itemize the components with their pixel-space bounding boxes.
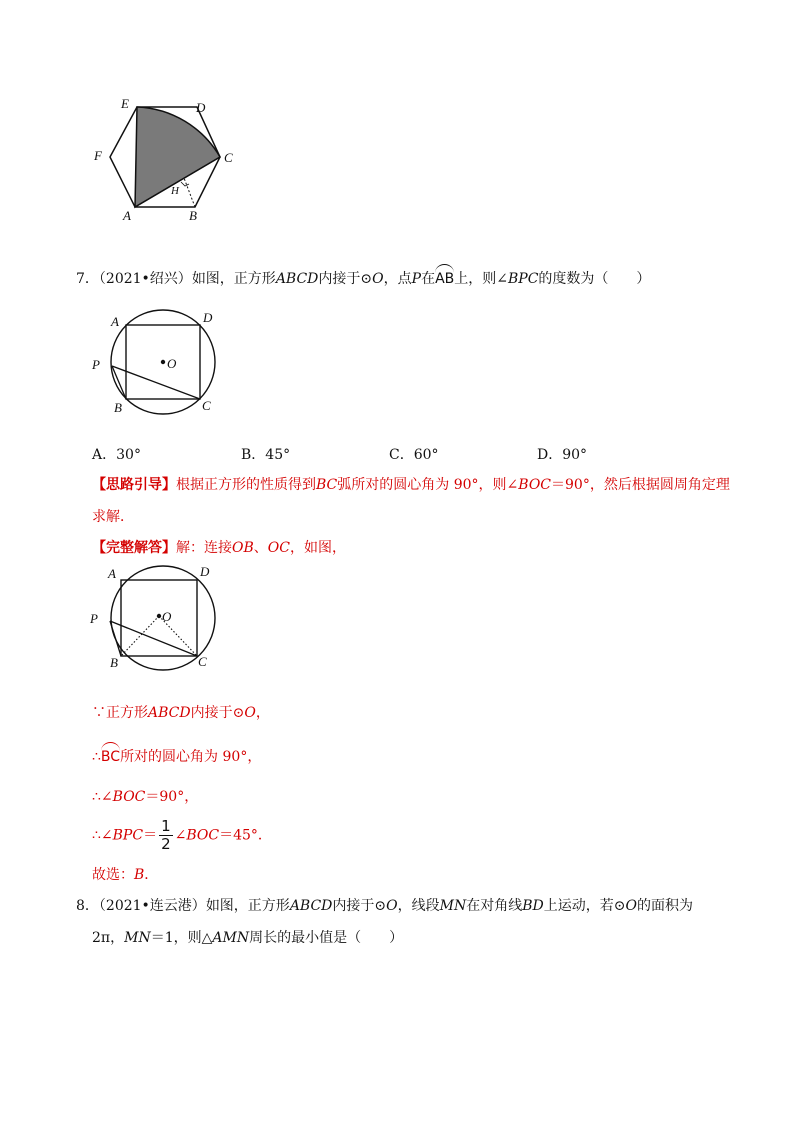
option-letter: C． bbox=[389, 447, 414, 463]
label-o: O bbox=[162, 609, 172, 624]
label-h: H bbox=[171, 185, 179, 197]
option-letter: B． bbox=[241, 447, 266, 463]
q8-o: O bbox=[386, 898, 398, 914]
step-text: ∴ bbox=[92, 749, 101, 765]
fraction-one-half bbox=[159, 818, 173, 853]
hint-boc: BOC bbox=[518, 477, 552, 493]
q8-number: 8． bbox=[76, 898, 99, 914]
q7-text: 在 bbox=[421, 271, 436, 287]
step-text: ＝90°， bbox=[145, 789, 199, 805]
q8-text: 在对角线 bbox=[466, 898, 523, 914]
step-text: ＝ bbox=[143, 827, 158, 844]
q8-text: 上运动，若⊙ bbox=[543, 898, 626, 914]
step-boc: BOC bbox=[112, 789, 146, 805]
label-p: P bbox=[92, 357, 100, 372]
hint-text: ＝90°，然后根据圆周角定理 bbox=[551, 477, 730, 493]
label-o: O bbox=[167, 356, 177, 371]
dashed-bh bbox=[184, 178, 195, 207]
hint-bc: BC bbox=[316, 477, 338, 493]
center-o bbox=[157, 614, 161, 618]
q8-source: （2021•连云港） bbox=[98, 898, 206, 914]
label-p: P bbox=[90, 611, 98, 626]
hint-tag: 【思路引导】 bbox=[92, 477, 176, 493]
option-letter: D． bbox=[537, 447, 563, 463]
solution-tag: 【完整解答】 bbox=[92, 540, 176, 556]
q7-option-a[interactable] bbox=[92, 444, 141, 464]
q8-text: 内接于⊙ bbox=[332, 898, 387, 914]
solution-answer bbox=[92, 864, 158, 884]
solution-ob: OB bbox=[232, 540, 254, 556]
step-text: 内接于⊙ bbox=[190, 705, 245, 721]
step-text: ＝45°． bbox=[219, 827, 272, 844]
label-d: D bbox=[203, 310, 213, 325]
q7-o: O bbox=[372, 271, 384, 287]
q8-abcd: ABCD bbox=[289, 898, 333, 914]
segment-pb bbox=[110, 621, 121, 656]
option-value: 90° bbox=[562, 447, 588, 463]
label-a: A bbox=[123, 208, 131, 222]
q7-abcd: ABCD bbox=[275, 271, 319, 287]
step-abcd: ABCD bbox=[148, 705, 191, 721]
step-text: 所对的圆心角为 90°， bbox=[120, 749, 262, 765]
hint-text: 根据正方形的性质得到 bbox=[176, 477, 316, 493]
solution-step-4 bbox=[92, 818, 272, 853]
hint-text: 弧所对的圆心角为 90°，则∠ bbox=[337, 477, 519, 493]
step-text: ∴∠ bbox=[92, 789, 113, 805]
label-c: C bbox=[198, 654, 207, 669]
q7-stem bbox=[76, 268, 650, 288]
label-d: D bbox=[196, 100, 206, 115]
right-angle-mark bbox=[181, 182, 189, 186]
q8-stem-line2 bbox=[92, 927, 403, 947]
step-o: O bbox=[244, 705, 256, 721]
q7-text: ，点 bbox=[383, 271, 412, 287]
step-text: ∴∠ bbox=[92, 827, 113, 844]
q8-text: 2π， bbox=[92, 930, 125, 946]
label-c: C bbox=[224, 150, 233, 165]
q8-text: 如图，正方形 bbox=[205, 898, 290, 914]
solution-step-3 bbox=[92, 786, 198, 806]
step-arc-bc: BC bbox=[100, 749, 121, 765]
q7-option-b[interactable] bbox=[241, 444, 290, 464]
step-text: ∵正方形 bbox=[92, 705, 148, 721]
option-value: 60° bbox=[413, 447, 439, 463]
solution-oc: OC bbox=[267, 540, 290, 556]
q7-hint-line2: 求解． bbox=[92, 509, 134, 525]
q8-mn: MN bbox=[439, 898, 467, 914]
label-f: F bbox=[94, 148, 102, 163]
segment-pc bbox=[112, 366, 200, 399]
answer-choice: B bbox=[134, 867, 145, 883]
label-c: C bbox=[202, 398, 211, 413]
solution-text: ，如图， bbox=[289, 540, 346, 556]
q8-text: 的面积为 bbox=[636, 898, 693, 914]
q8-text: ，线段 bbox=[397, 898, 440, 914]
step-boc: BOC bbox=[186, 827, 220, 844]
step-bpc: BPC bbox=[112, 827, 144, 844]
q8-text: ＝1，则△ bbox=[150, 930, 213, 946]
q7-bpc: BPC bbox=[507, 271, 539, 287]
solution-step-2 bbox=[92, 746, 261, 766]
q7-hint bbox=[92, 474, 730, 494]
answer-text: ． bbox=[144, 867, 159, 883]
step-text: ∠ bbox=[174, 827, 187, 844]
label-b: B bbox=[114, 400, 122, 415]
q7-figure bbox=[88, 306, 233, 418]
q8-amn: AMN bbox=[212, 930, 250, 946]
center-o bbox=[161, 360, 165, 364]
q7-option-c[interactable] bbox=[389, 444, 439, 464]
label-a: A bbox=[111, 314, 119, 329]
label-d: D bbox=[200, 564, 210, 579]
answer-text: 故选： bbox=[92, 867, 134, 883]
solution-text: 解：连接 bbox=[176, 540, 232, 556]
solution-step-1 bbox=[92, 702, 270, 722]
label-e: E bbox=[121, 96, 129, 111]
q7-arc-ab: AB bbox=[435, 271, 455, 287]
solution-sep: 、 bbox=[253, 540, 268, 556]
label-b: B bbox=[189, 208, 197, 222]
q7-p: P bbox=[411, 271, 422, 287]
fraction-numerator: 1 bbox=[161, 817, 171, 835]
q8-text: 周长的最小值是（ ） bbox=[249, 930, 404, 946]
option-letter: A． bbox=[92, 447, 117, 463]
label-a: A bbox=[108, 566, 116, 581]
q7-source: （2021•绍兴） bbox=[98, 271, 192, 287]
q7-text: 如图，正方形 bbox=[191, 271, 276, 287]
fraction-denominator: 2 bbox=[161, 835, 171, 853]
q8-mn: MN bbox=[124, 930, 151, 946]
q7-text: 上，则∠ bbox=[454, 271, 508, 287]
option-value: 30° bbox=[116, 447, 141, 463]
q7-number: 7． bbox=[76, 271, 99, 287]
label-b: B bbox=[110, 655, 118, 670]
q8-stem bbox=[76, 895, 693, 915]
q7-option-d[interactable] bbox=[537, 444, 587, 464]
hexagon-figure bbox=[85, 92, 245, 222]
step-text: ， bbox=[255, 705, 270, 721]
q7-solution-header bbox=[92, 537, 346, 557]
option-value: 45° bbox=[265, 447, 291, 463]
q7-solution-figure bbox=[88, 563, 233, 675]
q7-text: 的度数为（ ） bbox=[538, 271, 651, 287]
dotted-ob bbox=[121, 616, 159, 656]
q8-o: O bbox=[625, 898, 637, 914]
q8-bd: BD bbox=[522, 898, 544, 914]
q7-text: 内接于⊙ bbox=[318, 271, 373, 287]
